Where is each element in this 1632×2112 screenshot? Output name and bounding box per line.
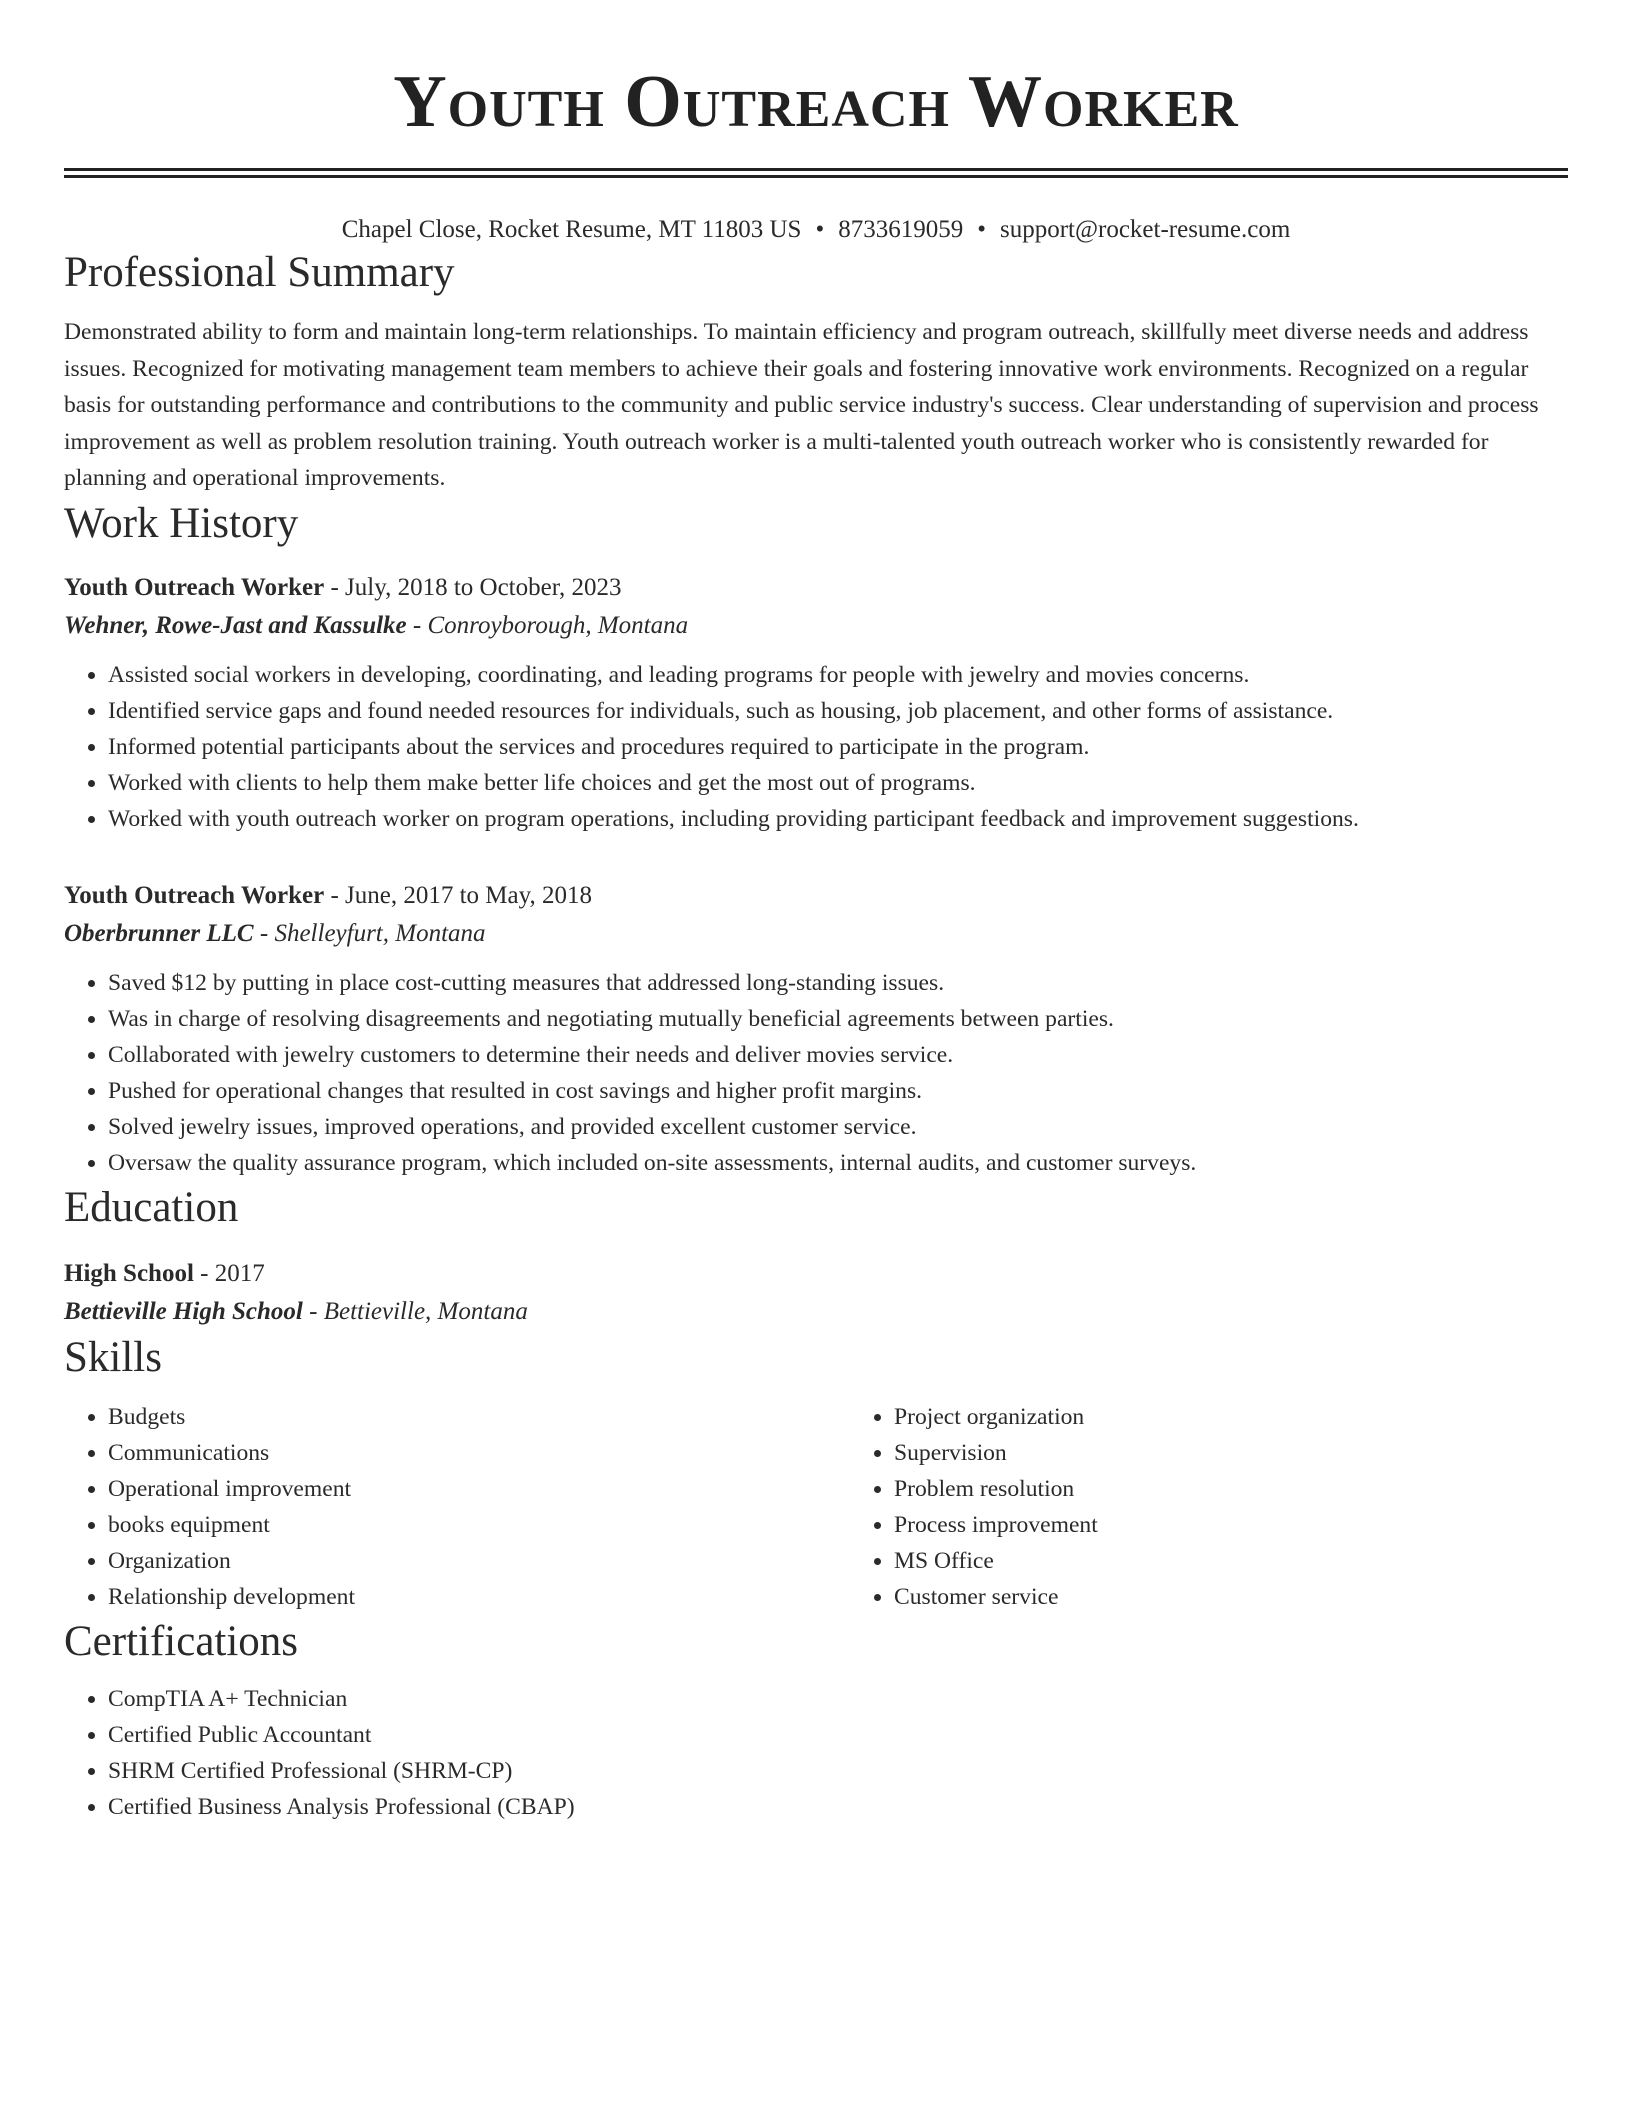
contact-separator: •: [977, 216, 986, 243]
job-dates: - June, 2017 to May, 2018: [324, 881, 593, 909]
list-item: • Solved jewelry issues, improved operations, and provided excellent customer service.: [108, 1109, 1568, 1145]
education-degree: High School: [64, 1259, 194, 1287]
section-title-work-history: Work History: [64, 499, 299, 547]
education-heading: [64, 1255, 1568, 1293]
list-item: • CompTIA A+ Technician: [108, 1681, 1568, 1717]
header-double-rule: [64, 168, 1568, 178]
list-item: • Operational improvement: [108, 1471, 850, 1507]
education-entry: [64, 1255, 1568, 1331]
skills-list-left: [64, 1399, 850, 1615]
list-item: • Informed potential participants about the services and procedures required to participate in the program.: [108, 729, 1568, 765]
job-organization: [64, 915, 1568, 953]
section-title-education: Education: [64, 1183, 239, 1231]
summary-text: Demonstrated ability to form and maintain long-term relationships. To maintain efficiency and program outreach, skillfully meet diverse needs and address issues. Recognized for motivating management team members to achieve their goals and fostering innovative work environments. Recognized on a regular basis for outstanding performance and contributions to the community and public service industry's success. Clear understanding of supervision and process improvement as well as problem resolution training. Youth outreach worker is a multi-talented youth outreach worker who is consistently rewarded for planning and operational improvements.: [64, 319, 1539, 492]
job-bullets: [64, 965, 1568, 1181]
skills-list-right: [850, 1399, 1568, 1615]
job-heading: [64, 569, 1568, 607]
list-item: • MS Office: [894, 1543, 1568, 1579]
job-entry: [64, 877, 1568, 1181]
contact-address: Chapel Close, Rocket Resume, MT 11803 US: [341, 216, 802, 243]
list-item: • Communications: [108, 1435, 850, 1471]
list-item: • Collaborated with jewelry customers to determine their needs and deliver movies service.: [108, 1037, 1568, 1073]
list-item: • Certified Public Accountant: [108, 1717, 1568, 1753]
list-item: • Organization: [108, 1543, 850, 1579]
education-location: - Bettieville, Montana: [302, 1297, 528, 1325]
list-item: • Budgets: [108, 1399, 850, 1435]
list-item: • Worked with clients to help them make better life choices and get the most out of programs.: [108, 765, 1568, 801]
list-item: • Customer service: [894, 1579, 1568, 1615]
skills-columns: [64, 1399, 1568, 1615]
education-year: - 2017: [193, 1259, 265, 1287]
list-item: • Was in charge of resolving disagreements and negotiating mutually beneficial agreements between parties.: [108, 1001, 1568, 1037]
job-dates: - July, 2018 to October, 2023: [324, 573, 622, 601]
list-item: • Pushed for operational changes that resulted in cost savings and higher profit margins.: [108, 1073, 1568, 1109]
contact-separator: •: [815, 216, 825, 243]
job-role: Youth Outreach Worker: [64, 573, 325, 601]
list-item: • Identified service gaps and found needed resources for individuals, such as housing, job placement, and other forms of assistance.: [108, 693, 1568, 729]
contact-phone: 8733619059: [838, 216, 964, 243]
contact-line: [64, 214, 1568, 246]
list-item: • Saved $12 by putting in place cost-cutting measures that addressed long-standing issues.: [108, 965, 1568, 1001]
job-entry: [64, 569, 1568, 837]
job-organization: [64, 607, 1568, 645]
list-item: • Supervision: [894, 1435, 1568, 1471]
contact-email: support@rocket-resume.com: [999, 216, 1291, 243]
job-location: - Conroyborough, Montana: [406, 611, 689, 639]
list-item: • Problem resolution: [894, 1471, 1568, 1507]
list-item: • Worked with youth outreach worker on program operations, including providing participant feedback and improvement suggestions.: [108, 801, 1568, 837]
list-item: • books equipment: [108, 1507, 850, 1543]
list-item: • SHRM Certified Professional (SHRM-CP): [108, 1753, 1568, 1789]
list-item: • Oversaw the quality assurance program, which included on-site assessments, internal audits, and customer surveys.: [108, 1145, 1568, 1181]
job-location: - Shelleyfurt, Montana: [253, 919, 486, 947]
job-company: Oberbrunner LLC: [64, 919, 254, 947]
section-title-skills: Skills: [64, 1333, 162, 1381]
candidate-name: Youth Outreach Worker: [393, 61, 1239, 143]
job-company: Wehner, Rowe-Jast and Kassulke: [64, 611, 407, 639]
certifications-list: [64, 1681, 1568, 1825]
job-bullets: [64, 657, 1568, 837]
list-item: • Process improvement: [894, 1507, 1568, 1543]
education-school-line: [64, 1293, 1568, 1331]
list-item: • Certified Business Analysis Professional (CBAP): [108, 1789, 1568, 1825]
job-role: Youth Outreach Worker: [64, 881, 325, 909]
job-heading: [64, 877, 1568, 915]
education-school: Bettieville High School: [64, 1297, 303, 1325]
section-title-summary: Professional Summary: [64, 249, 455, 296]
list-item: • Project organization: [894, 1399, 1568, 1435]
list-item: • Relationship development: [108, 1579, 850, 1615]
section-title-certifications: Certifications: [64, 1617, 299, 1665]
list-item: • Assisted social workers in developing, coordinating, and leading programs for people with jewelry and movies concerns.: [108, 657, 1568, 693]
